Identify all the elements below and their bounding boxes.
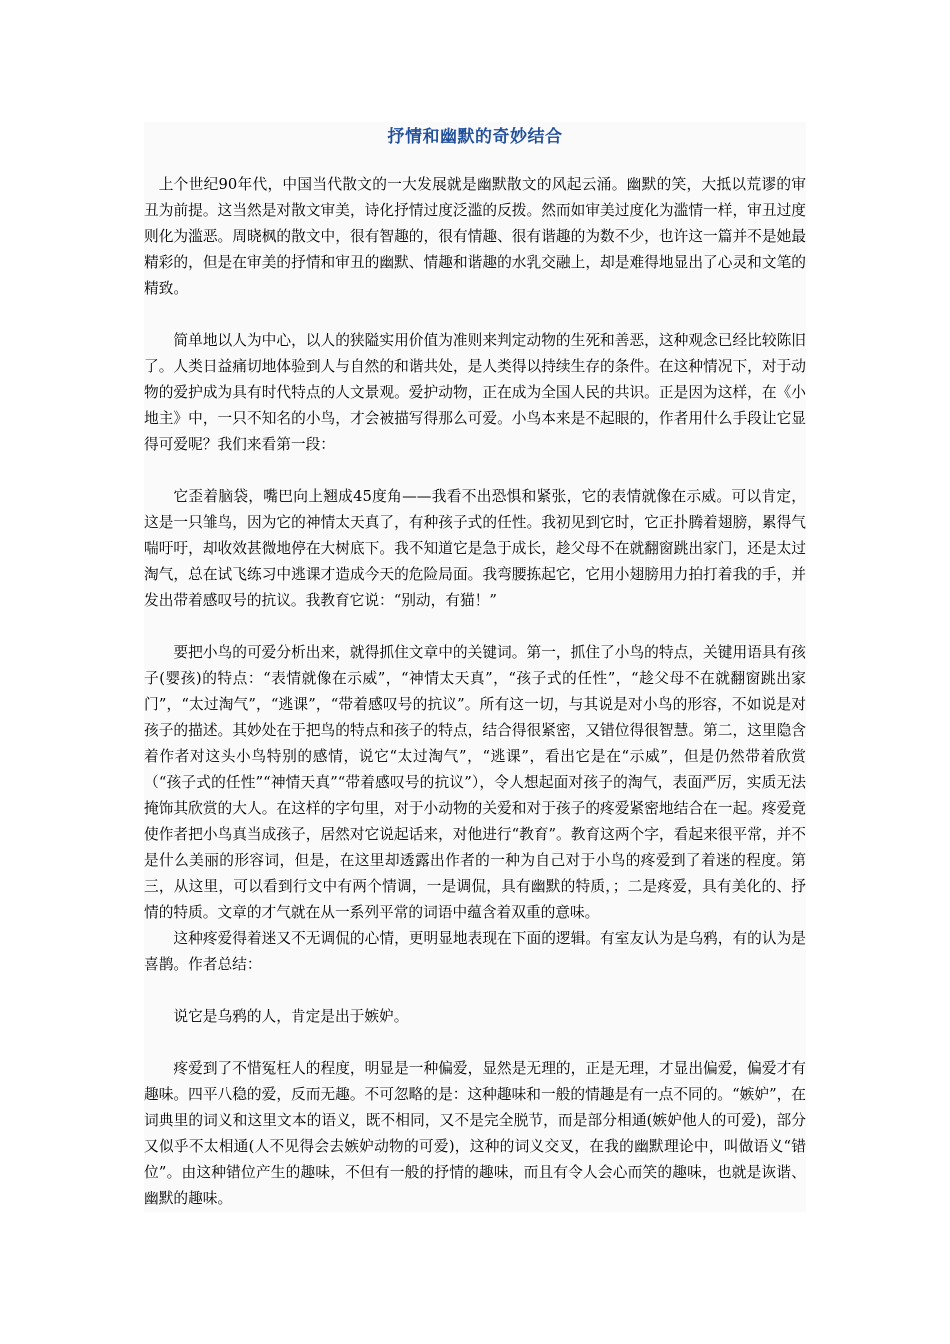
paragraph-intro: 上个世纪90年代，中国当代散文的一大发展就是幽默散文的风起云涌。幽默的笑，大抵以荒谬的审丑为前提。这当然是对散文审美，诗化抒情过度泛滥的反拨。然而如审美过度化为滥情一样，审丑过度则化为滥恶。周晓枫的散文中，很有智趣的，很有情趣、很有谐趣的为数不少，也许这一篇并不是她最精彩的，但是在审美的抒情和审丑的幽默、情趣和谐趣的水乳交融上，却是难得地显出了心灵和文笔的精致。 [144, 176, 806, 297]
paragraph-crow-quote: 说它是乌鸦的人，肯定是出于嫉妒。 [173, 1008, 409, 1025]
paragraph-animal-protection: 简单地以人为中心，以人的狭隘实用价值为准则来判定动物的生死和善恶，这种观念已经比较陈旧了。人类日益痛切地体验到人与自然的和谐共处，是人类得以持续生存的条件。在这种情况下，对于动物的爱护成为具有时代特点的人文景观。爱护动物，正在成为全国人民的共识。正是因为这样，在《小地主》中，一只不知名的小鸟，才会被描写得那么可爱。小鸟本来是不起眼的，作者用什么手段让它显得可爱呢？我们来看第一段： [144, 332, 806, 453]
article-title: 抒情和幽默的奇妙结合 [387, 127, 563, 147]
paragraph-quoted-passage: 它歪着脑袋，嘴巴向上翘成45度角——我看不出恐惧和紧张，它的表情就像在示威。可以肯定，这是一只雏鸟，因为它的神情太天真了，有种孩子式的任性。我初见到它时，它正扑腾着翅膀，累得气喘吁吁，却收效甚微地停在大树底下。我不知道它是急于成长，趁父母不在就翻窗跳出家门，还是太过淘气，总在试飞练习中逃课才造成今天的危险局面。我弯腰拣起它，它用小翅膀用力拍打着我的手，并发出带着感叹号的抗议。我教育它说：“别动，有猫！” [144, 488, 806, 609]
paragraph-conclusion: 疼爱到了不惜冤枉人的程度，明显是一种偏爱，显然是无理的，正是无理，才显出偏爱，偏爱才有趣味。四平八稳的爱，反而无趣。不可忽略的是：这种趣味和一般的情趣是有一点不同的。“嫉妒”，在词典里的词义和这里文本的语义，既不相同，又不是完全脱节，而是部分相通(嫉妒他人的可爱)，部分又似乎不太相通(人不见得会去嫉妒动物的可爱)，这种的词义交叉，在我的幽默理论中，叫做语义“错位”。由这种错位产生的趣味，不但有一般的抒情的趣味，而且有令人会心而笑的趣味，也就是诙谐、幽默的趣味。 [144, 1060, 806, 1207]
paragraph-logic-lead-in: 这种疼爱得着迷又不无调侃的心情，更明显地表现在下面的逻辑。有室友认为是乌鸦，有的认为是喜鹊。作者总结： [144, 930, 806, 973]
article-body [144, 122, 806, 1212]
paragraph-key-words-analysis: 要把小鸟的可爱分析出来，就得抓住文章中的关键词。第一，抓住了小鸟的特点，关键用语具有孩子(婴孩)的特点：“表情就像在示威”，“神情太天真”，“孩子式的任性”，“趁父母不在就翻窗跳出家门”，“太过淘气”，“逃课”，“带着感叹号的抗议”。所有这一切，与其说是对小鸟的形容，不如说是对孩子的描述。其妙处在于把鸟的特点和孩子的特点，结合得很紧密，又错位得很智慧。第二，这里隐含着作者对这头小鸟特别的感情，说它“太过淘气”，“逃课”，看出它是在“示威”，但是仍然带着欣赏（“孩子式的任性”“神情天真”“带着感叹号的抗议”），令人想起面对孩子的淘气，表面严厉，实质无法掩饰其欣赏的大人。在这样的字句里，对于小动物的关爱和对于孩子的疼爱紧密地结合在一起。疼爱竟使作者把小鸟真当成孩子，居然对它说起话来，对他进行“教育”。教育这两个字，看起来很平常，并不是什么美丽的形容词，但是，在这里却透露出作者的一种为自己对于小鸟的疼爱到了着迷的程度。第三，从这里，可以看到行文中有两个情调，一是调侃，具有幽默的特质，；二是疼爱，具有美化的、抒情的特质。文章的才气就在从一系列平常的词语中蕴含着双重的意味。 [144, 644, 806, 921]
